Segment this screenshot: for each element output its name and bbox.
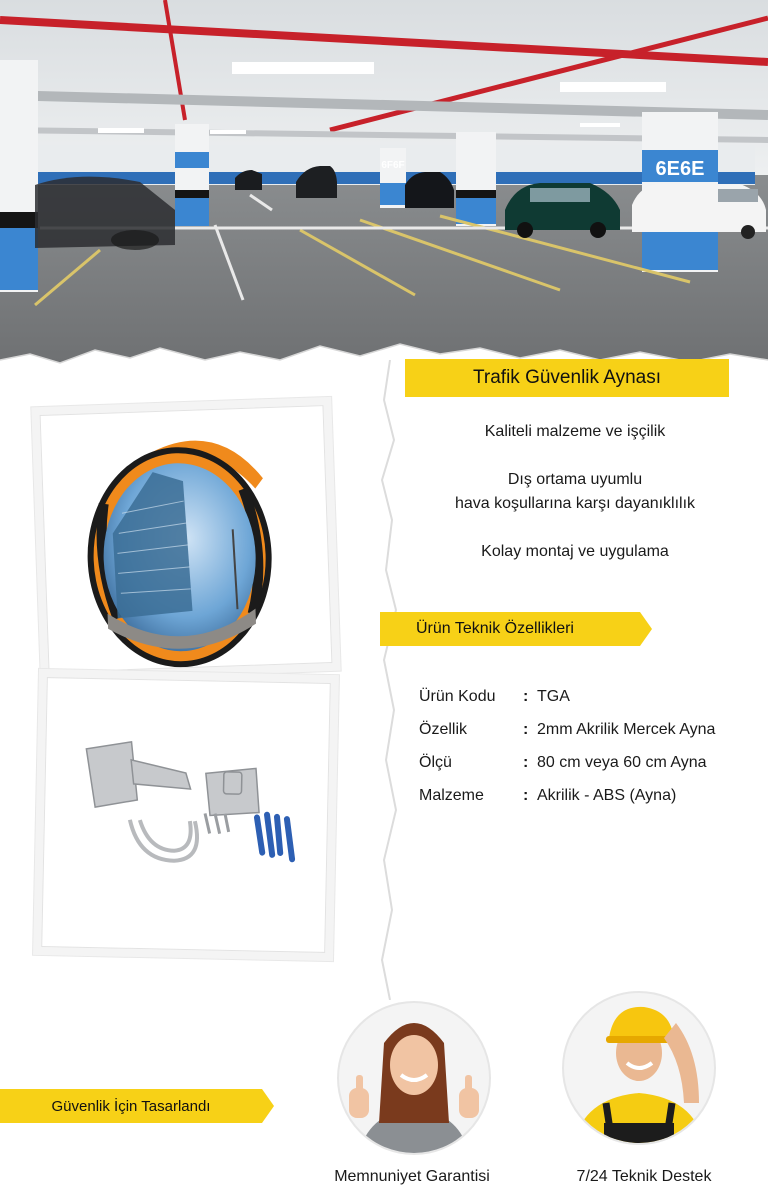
spec-colon: :	[523, 687, 529, 705]
spec-row	[419, 680, 715, 713]
product-title: Trafik Güvenlik Aynası	[473, 367, 661, 388]
pillar-sign: 6E6E	[655, 158, 705, 180]
convex-mirror-image	[41, 406, 332, 672]
worker-hardhat-photo	[562, 991, 716, 1145]
mirror-photo-frame	[40, 405, 333, 673]
spec-label: Ürün Kodu	[419, 687, 496, 705]
feature-list	[405, 420, 745, 588]
hero-parking-photo	[0, 0, 768, 375]
spec-label: Ölçü	[419, 753, 452, 771]
spec-row	[419, 746, 715, 779]
feature-item: Dış ortama uyumlu hava koşullarına karşı dayanıklılık	[454, 471, 696, 512]
feature-item: Kaliteli malzeme ve işçilik	[484, 423, 666, 440]
mounting-kit-image	[42, 678, 330, 952]
spec-title-banner	[380, 612, 640, 646]
spec-colon: :	[523, 786, 529, 804]
spec-title: Ürün Teknik Özellikleri	[416, 620, 574, 637]
safety-design-label: Güvenlik İçin Tasarlandı	[51, 1097, 211, 1115]
car-green	[505, 183, 620, 238]
pillar-left	[0, 60, 38, 292]
spec-table	[419, 680, 715, 812]
spec-colon: :	[523, 753, 529, 771]
spec-value: TGA	[537, 687, 570, 705]
woman-thumbs-up-photo	[337, 1001, 491, 1155]
safety-design-banner	[0, 1089, 262, 1123]
mounting-kit-photo-frame	[41, 677, 331, 953]
spec-colon: :	[523, 720, 529, 738]
spec-row	[419, 779, 715, 812]
badge-caption-support: 7/24 Teknik Destek	[576, 1168, 712, 1185]
spec-value: 80 cm veya 60 cm Ayna	[537, 753, 707, 771]
spec-label: Özellik	[419, 720, 468, 738]
spec-row	[419, 713, 715, 746]
torn-divider	[370, 360, 410, 1000]
spec-label: Malzeme	[419, 786, 484, 804]
pillar-sign-far: 6F6F	[381, 160, 405, 171]
spec-value: Akrilik - ABS (Ayna)	[537, 786, 677, 804]
product-title-banner	[405, 359, 729, 397]
spec-value: 2mm Akrilik Mercek Ayna	[537, 720, 716, 738]
badge-caption-satisfaction: Memnuniyet Garantisi	[334, 1168, 490, 1185]
feature-item: Kolay montaj ve uygulama	[481, 543, 669, 560]
car-white	[632, 184, 766, 239]
